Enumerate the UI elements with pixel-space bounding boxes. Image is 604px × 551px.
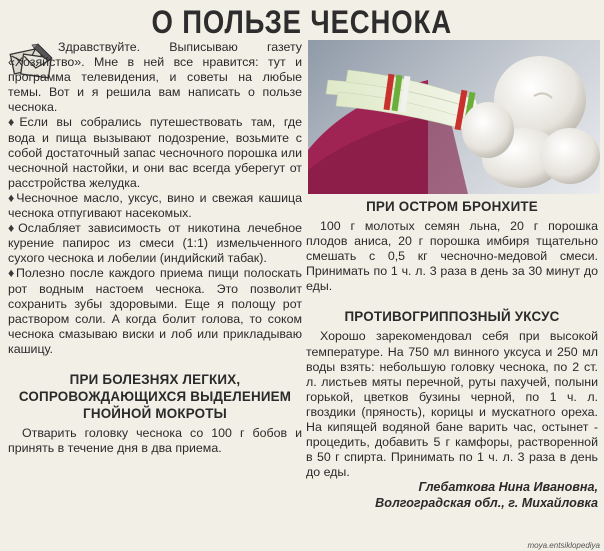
author-signature (306, 480, 598, 511)
article-title-text: О ПОЛЬЗЕ ЧЕСНОКА (151, 4, 453, 40)
bullet-glyph: ♦ (8, 266, 16, 281)
tip-paragraph (8, 191, 302, 221)
bronchitis-section-heading: ПРИ ОСТРОМ БРОНХИТЕ (366, 199, 538, 214)
left-column (8, 40, 302, 456)
tip-text: Полезно после каждого приема пищи полоскать рот водным настоем чеснока. Это позволит сохранить зубы здоровыми. Еще я полощу рот раствором соли. А когда болит голова, то соком чеснока смазываю виски и лоб или прикладываю кашицу. (8, 266, 302, 356)
bullet-glyph: ♦ (8, 221, 19, 236)
right-column (306, 198, 598, 512)
tip-paragraph (8, 221, 302, 266)
garlic-photo (308, 40, 600, 194)
tip-text: Чесночное масло, уксус, вино и свежая кашица чеснока отпугивают насекомых. (8, 190, 302, 221)
tip-text: Ослабляет зависимость от никотина лечебное курение папирос из смеси (1:1) измельченного сухого чеснока и лобелии (индийский табак). (8, 221, 302, 266)
bullet-glyph: ♦ (8, 115, 20, 130)
author-location: Волгоградская обл., г. Михайловка (375, 496, 598, 510)
tip-text: Если вы собрались путешествовать там, где вода и пища вызывают подозрение, возьмите с собой достаточный запас чесночного порошка или чесночной настойки, и они вас всегда уберегут от расстройства желудка. (8, 115, 302, 190)
tip-paragraph (8, 115, 302, 190)
lung-section-text: Отварить головку чеснока со 100 г бобов и принять в течение дня в два приема. (8, 425, 302, 456)
garlic-photo-illustration (308, 40, 600, 194)
article-title (0, 2, 604, 42)
bronchitis-section-text: 100 г молотых семян льна, 20 г порошка плодов аниса, 20 г порошка имбиря тщательно смешать с 0,5 кг чесночно-медовой смеси. Принимать по 1 ч. л. 3 раза в день за 30 минут до еды. (306, 219, 598, 294)
intro-paragraph: Здравствуйте. Выписываю газету «Хозяйство». Мне в ней все нравится: тут и программа телевидения, и советы на любые темы. Вот и я решила вам написать о пользе чеснока. (8, 40, 302, 115)
tip-paragraph (8, 266, 302, 357)
vinegar-section-text: Хорошо зарекомендовал себя при высокой температуре. На 750 мл винного уксуса и 250 мл воды взять: небольшую головку чеснока, по 2 ст. л. листьев мяты перечной, руты пахучей, полыни горькой, цветков бузины черной, по 1 ч. л. гвоздики (пряность), корицы и мускатного ореха. На кипящей водяной бане варить час, остынет - процедить, добавить 5 г камфоры, растворенной в 50 г спирта. Принимать по 1 ч. л. 3 раза в день до еды. (306, 329, 598, 480)
lung-section-heading: ПРИ БОЛЕЗНЯХ ЛЕГКИХ, СОПРОВОЖДАЮЩИХСЯ ВЫДЕЛЕНИЕМ ГНОЙНОЙ МОКРОТЫ (18, 371, 292, 421)
author-name: Глебаткова Нина Ивановна, (418, 480, 598, 495)
bullet-glyph: ♦ (8, 190, 17, 205)
vinegar-section-heading: ПРОТИВОГРИППОЗНЫЙ УКСУС (344, 309, 560, 325)
watermark: moya.entsiklopediya (527, 541, 600, 550)
